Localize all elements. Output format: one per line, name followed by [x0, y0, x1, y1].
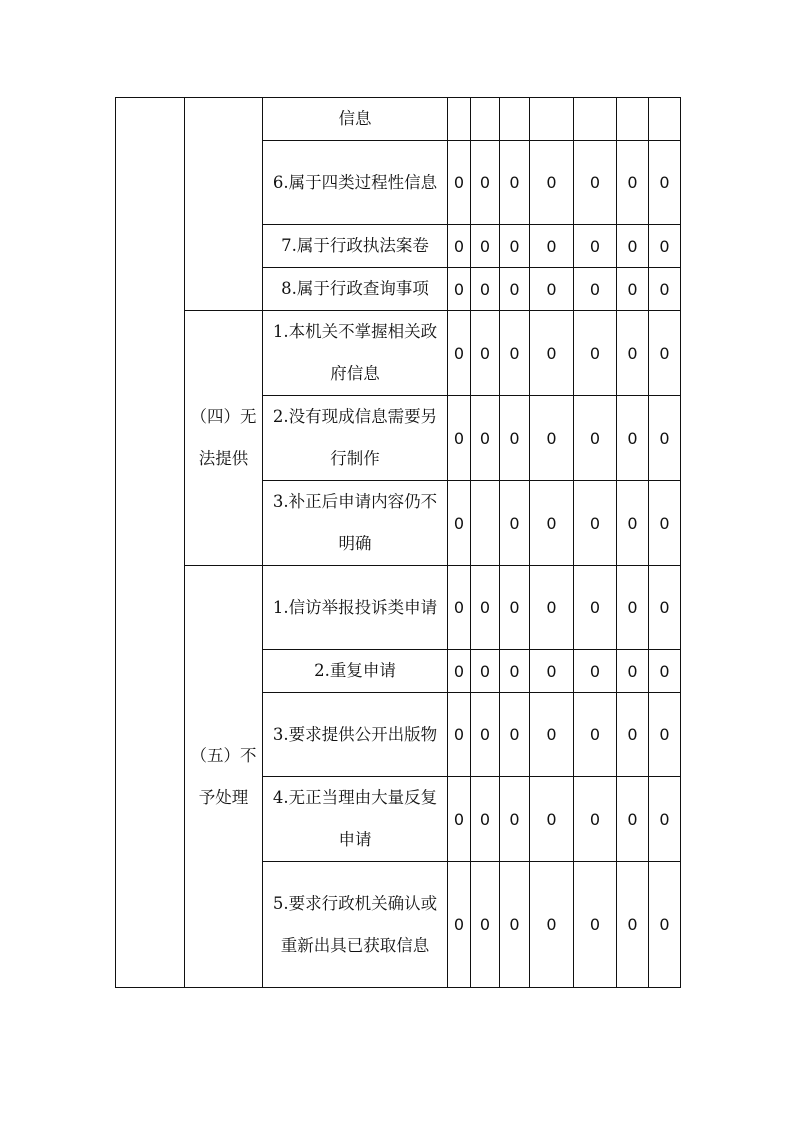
value-cell: 0 [617, 141, 649, 225]
value-cell: 0 [574, 693, 617, 777]
row-description: 5.要求行政机关确认或重新出具已获取信息 [263, 862, 448, 988]
row-description: 3.要求提供公开出版物 [263, 693, 448, 777]
value-cell: 0 [649, 141, 681, 225]
row-description: 2.没有现成信息需要另行制作 [263, 396, 448, 481]
value-cell: 0 [649, 225, 681, 268]
row-description: 7.属于行政执法案卷 [263, 225, 448, 268]
value-cell: 0 [530, 396, 574, 481]
value-cell: 0 [530, 141, 574, 225]
value-cell: 0 [649, 268, 681, 311]
value-cell: 0 [500, 225, 530, 268]
value-cell: 0 [530, 481, 574, 566]
value-cell: 0 [649, 396, 681, 481]
value-cell: 0 [574, 225, 617, 268]
value-cell: 0 [471, 311, 500, 396]
value-cell [471, 481, 500, 566]
row-description: 6.属于四类过程性信息 [263, 141, 448, 225]
value-cell: 0 [500, 311, 530, 396]
value-cell: 0 [448, 693, 471, 777]
value-cell: 0 [649, 481, 681, 566]
value-cell: 0 [617, 481, 649, 566]
value-cell: 0 [617, 693, 649, 777]
row-description: 4.无正当理由大量反复申请 [263, 777, 448, 862]
value-cell: 0 [574, 566, 617, 650]
value-cell: 0 [617, 777, 649, 862]
category-label-5: （五）不予处理 [185, 566, 263, 988]
value-cell: 0 [471, 225, 500, 268]
row-description: 1.信访举报投诉类申请 [263, 566, 448, 650]
value-cell: 0 [574, 650, 617, 693]
value-cell: 0 [530, 268, 574, 311]
value-cell: 0 [574, 268, 617, 311]
value-cell: 0 [471, 650, 500, 693]
row-description: 2.重复申请 [263, 650, 448, 693]
value-cell: 0 [500, 650, 530, 693]
value-cell: 0 [500, 862, 530, 988]
value-cell: 0 [471, 141, 500, 225]
value-cell: 0 [530, 225, 574, 268]
value-cell: 0 [500, 777, 530, 862]
value-cell: 0 [530, 862, 574, 988]
table-row [116, 98, 681, 141]
value-cell: 0 [574, 481, 617, 566]
value-cell: 0 [471, 268, 500, 311]
value-cell: 0 [617, 396, 649, 481]
value-cell: 0 [574, 396, 617, 481]
value-cell: 0 [500, 566, 530, 650]
value-cell: 0 [530, 777, 574, 862]
value-cell: 0 [649, 693, 681, 777]
value-cell: 0 [471, 862, 500, 988]
value-cell: 0 [574, 777, 617, 862]
value-cell: 0 [530, 311, 574, 396]
value-cell: 0 [574, 862, 617, 988]
row-description: 1.本机关不掌握相关政府信息 [263, 311, 448, 396]
value-cell: 0 [448, 481, 471, 566]
value-cell: 0 [574, 311, 617, 396]
value-cell: 0 [448, 268, 471, 311]
value-cell: 0 [617, 268, 649, 311]
value-cell: 0 [649, 650, 681, 693]
row-description: 8.属于行政查询事项 [263, 268, 448, 311]
value-cell: 0 [617, 225, 649, 268]
value-cell: 0 [448, 311, 471, 396]
value-cell: 0 [448, 141, 471, 225]
value-cell: 0 [500, 396, 530, 481]
value-cell: 0 [500, 268, 530, 311]
value-cell: 0 [448, 396, 471, 481]
value-cell: 0 [530, 566, 574, 650]
value-cell: 0 [448, 566, 471, 650]
value-cell: 0 [649, 777, 681, 862]
value-cell: 0 [617, 862, 649, 988]
statistics-table [115, 97, 681, 988]
outer-category-cell [116, 98, 185, 988]
value-cell: 0 [471, 566, 500, 650]
table-row [116, 566, 681, 650]
value-cell: 0 [530, 650, 574, 693]
value-cell: 0 [617, 650, 649, 693]
value-cell: 0 [471, 777, 500, 862]
value-cell: 0 [649, 862, 681, 988]
value-cell: 0 [471, 693, 500, 777]
value-cell: 0 [471, 396, 500, 481]
value-cell: 0 [617, 311, 649, 396]
category-cell-3 [185, 98, 263, 311]
value-cell: 0 [649, 311, 681, 396]
value-cell: 0 [649, 566, 681, 650]
value-cell: 0 [448, 862, 471, 988]
value-cell: 0 [574, 141, 617, 225]
row-description: 3.补正后申请内容仍不明确 [263, 481, 448, 566]
value-cell: 0 [500, 481, 530, 566]
value-cell: 0 [448, 225, 471, 268]
value-cell: 0 [448, 777, 471, 862]
value-cell: 0 [448, 650, 471, 693]
value-cell: 0 [530, 693, 574, 777]
value-cell: 0 [617, 566, 649, 650]
category-label-4: （四）无法提供 [185, 311, 263, 566]
value-cell: 0 [500, 693, 530, 777]
table-row [116, 311, 681, 396]
row-description: 信息 [263, 98, 448, 141]
value-cell: 0 [500, 141, 530, 225]
